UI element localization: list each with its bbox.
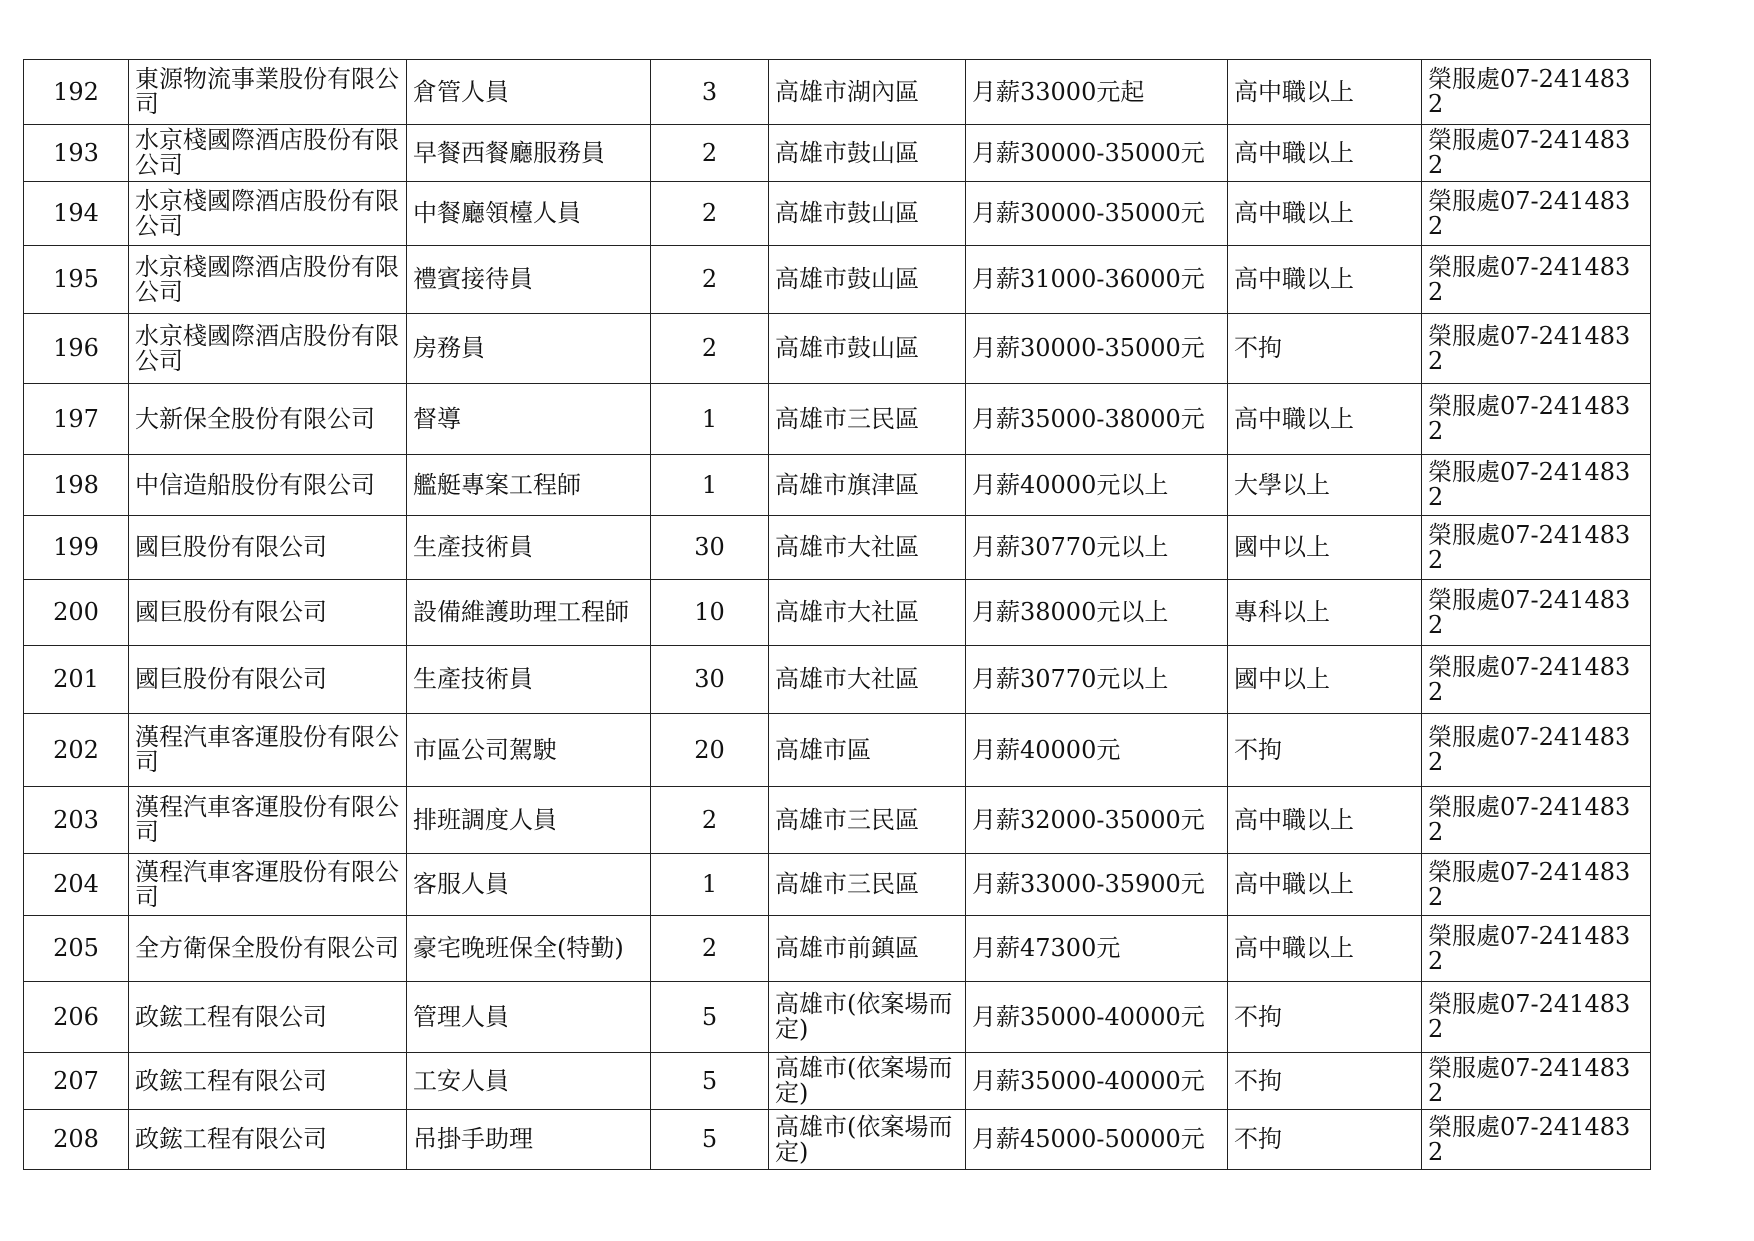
row-number: 194 <box>24 182 129 246</box>
company-name: 漢程汽車客運股份有限公司 <box>129 787 407 854</box>
work-location: 高雄市(依案場而定) <box>769 1053 966 1110</box>
company-name: 政鋐工程有限公司 <box>129 1053 407 1110</box>
salary: 月薪45000-50000元 <box>966 1110 1228 1170</box>
table-row <box>24 125 1651 182</box>
job-position: 工安人員 <box>407 1053 651 1110</box>
salary: 月薪35000-40000元 <box>966 982 1228 1053</box>
job-position: 生產技術員 <box>407 516 651 580</box>
headcount: 5 <box>651 1053 769 1110</box>
company-name: 東源物流事業股份有限公司 <box>129 60 407 125</box>
row-number: 203 <box>24 787 129 854</box>
company-name: 國巨股份有限公司 <box>129 580 407 646</box>
contact-info: 榮服處07-2414832 <box>1422 787 1651 854</box>
job-position: 吊掛手助理 <box>407 1110 651 1170</box>
company-name: 中信造船股份有限公司 <box>129 455 407 516</box>
job-listing-table <box>23 59 1651 1170</box>
company-name: 國巨股份有限公司 <box>129 646 407 714</box>
contact-info: 榮服處07-2414832 <box>1422 314 1651 384</box>
headcount: 1 <box>651 384 769 455</box>
salary: 月薪30000-35000元 <box>966 125 1228 182</box>
contact-info: 榮服處07-2414832 <box>1422 854 1651 916</box>
contact-info: 榮服處07-2414832 <box>1422 580 1651 646</box>
work-location: 高雄市(依案場而定) <box>769 982 966 1053</box>
education-requirement: 國中以上 <box>1228 646 1422 714</box>
row-number: 192 <box>24 60 129 125</box>
row-number: 193 <box>24 125 129 182</box>
salary: 月薪33000-35900元 <box>966 854 1228 916</box>
row-number: 199 <box>24 516 129 580</box>
row-number: 202 <box>24 714 129 787</box>
salary: 月薪30000-35000元 <box>966 314 1228 384</box>
company-name: 水京棧國際酒店股份有限公司 <box>129 125 407 182</box>
work-location: 高雄市前鎮區 <box>769 916 966 982</box>
job-position: 中餐廳領檯人員 <box>407 182 651 246</box>
table-row <box>24 455 1651 516</box>
company-name: 國巨股份有限公司 <box>129 516 407 580</box>
education-requirement: 國中以上 <box>1228 516 1422 580</box>
work-location: 高雄市鼓山區 <box>769 314 966 384</box>
work-location: 高雄市三民區 <box>769 854 966 916</box>
work-location: 高雄市大社區 <box>769 580 966 646</box>
row-number: 195 <box>24 246 129 314</box>
headcount: 1 <box>651 854 769 916</box>
headcount: 2 <box>651 246 769 314</box>
contact-info: 榮服處07-2414832 <box>1422 1110 1651 1170</box>
education-requirement: 大學以上 <box>1228 455 1422 516</box>
work-location: 高雄市三民區 <box>769 787 966 854</box>
row-number: 198 <box>24 455 129 516</box>
row-number: 206 <box>24 982 129 1053</box>
education-requirement: 高中職以上 <box>1228 182 1422 246</box>
company-name: 水京棧國際酒店股份有限公司 <box>129 182 407 246</box>
table-row <box>24 580 1651 646</box>
contact-info: 榮服處07-2414832 <box>1422 982 1651 1053</box>
row-number: 208 <box>24 1110 129 1170</box>
row-number: 196 <box>24 314 129 384</box>
headcount: 5 <box>651 982 769 1053</box>
table-row <box>24 854 1651 916</box>
row-number: 204 <box>24 854 129 916</box>
headcount: 2 <box>651 916 769 982</box>
salary: 月薪35000-40000元 <box>966 1053 1228 1110</box>
job-position: 設備維護助理工程師 <box>407 580 651 646</box>
headcount: 1 <box>651 455 769 516</box>
salary: 月薪30770元以上 <box>966 646 1228 714</box>
education-requirement: 高中職以上 <box>1228 60 1422 125</box>
table-row <box>24 384 1651 455</box>
salary: 月薪32000-35000元 <box>966 787 1228 854</box>
job-position: 督導 <box>407 384 651 455</box>
education-requirement: 不拘 <box>1228 714 1422 787</box>
row-number: 207 <box>24 1053 129 1110</box>
headcount: 30 <box>651 646 769 714</box>
work-location: 高雄市三民區 <box>769 384 966 455</box>
job-position: 管理人員 <box>407 982 651 1053</box>
work-location: 高雄市大社區 <box>769 516 966 580</box>
company-name: 漢程汽車客運股份有限公司 <box>129 714 407 787</box>
contact-info: 榮服處07-2414832 <box>1422 516 1651 580</box>
row-number: 205 <box>24 916 129 982</box>
company-name: 政鋐工程有限公司 <box>129 1110 407 1170</box>
education-requirement: 高中職以上 <box>1228 384 1422 455</box>
salary: 月薪35000-38000元 <box>966 384 1228 455</box>
contact-info: 榮服處07-2414832 <box>1422 246 1651 314</box>
work-location: 高雄市鼓山區 <box>769 125 966 182</box>
headcount: 3 <box>651 60 769 125</box>
company-name: 漢程汽車客運股份有限公司 <box>129 854 407 916</box>
contact-info: 榮服處07-2414832 <box>1422 646 1651 714</box>
salary: 月薪30770元以上 <box>966 516 1228 580</box>
salary: 月薪33000元起 <box>966 60 1228 125</box>
work-location: 高雄市區 <box>769 714 966 787</box>
company-name: 水京棧國際酒店股份有限公司 <box>129 314 407 384</box>
table-row <box>24 314 1651 384</box>
company-name: 政鋐工程有限公司 <box>129 982 407 1053</box>
row-number: 200 <box>24 580 129 646</box>
contact-info: 榮服處07-2414832 <box>1422 384 1651 455</box>
education-requirement: 高中職以上 <box>1228 125 1422 182</box>
headcount: 10 <box>651 580 769 646</box>
table-row <box>24 1110 1651 1170</box>
table-row <box>24 516 1651 580</box>
job-position: 早餐西餐廳服務員 <box>407 125 651 182</box>
company-name: 水京棧國際酒店股份有限公司 <box>129 246 407 314</box>
table-row <box>24 916 1651 982</box>
job-position: 生產技術員 <box>407 646 651 714</box>
work-location: 高雄市湖內區 <box>769 60 966 125</box>
work-location: 高雄市鼓山區 <box>769 246 966 314</box>
job-position: 排班調度人員 <box>407 787 651 854</box>
education-requirement: 不拘 <box>1228 982 1422 1053</box>
contact-info: 榮服處07-2414832 <box>1422 455 1651 516</box>
row-number: 201 <box>24 646 129 714</box>
job-position: 客服人員 <box>407 854 651 916</box>
table-row <box>24 646 1651 714</box>
contact-info: 榮服處07-2414832 <box>1422 125 1651 182</box>
table-row <box>24 982 1651 1053</box>
headcount: 2 <box>651 787 769 854</box>
headcount: 20 <box>651 714 769 787</box>
job-position: 市區公司駕駛 <box>407 714 651 787</box>
education-requirement: 不拘 <box>1228 314 1422 384</box>
contact-info: 榮服處07-2414832 <box>1422 916 1651 982</box>
salary: 月薪40000元以上 <box>966 455 1228 516</box>
work-location: 高雄市旗津區 <box>769 455 966 516</box>
education-requirement: 專科以上 <box>1228 580 1422 646</box>
job-position: 倉管人員 <box>407 60 651 125</box>
contact-info: 榮服處07-2414832 <box>1422 182 1651 246</box>
salary: 月薪30000-35000元 <box>966 182 1228 246</box>
salary: 月薪40000元 <box>966 714 1228 787</box>
education-requirement: 高中職以上 <box>1228 246 1422 314</box>
headcount: 2 <box>651 314 769 384</box>
row-number: 197 <box>24 384 129 455</box>
job-position: 艦艇專案工程師 <box>407 455 651 516</box>
table-row <box>24 60 1651 125</box>
education-requirement: 高中職以上 <box>1228 854 1422 916</box>
education-requirement: 高中職以上 <box>1228 916 1422 982</box>
education-requirement: 不拘 <box>1228 1053 1422 1110</box>
company-name: 全方衛保全股份有限公司 <box>129 916 407 982</box>
work-location: 高雄市大社區 <box>769 646 966 714</box>
headcount: 2 <box>651 182 769 246</box>
contact-info: 榮服處07-2414832 <box>1422 1053 1651 1110</box>
contact-info: 榮服處07-2414832 <box>1422 60 1651 125</box>
salary: 月薪38000元以上 <box>966 580 1228 646</box>
contact-info: 榮服處07-2414832 <box>1422 714 1651 787</box>
table-row <box>24 714 1651 787</box>
company-name: 大新保全股份有限公司 <box>129 384 407 455</box>
table-row <box>24 182 1651 246</box>
salary: 月薪31000-36000元 <box>966 246 1228 314</box>
table-row <box>24 246 1651 314</box>
job-position: 豪宅晚班保全(特勤) <box>407 916 651 982</box>
work-location: 高雄市(依案場而定) <box>769 1110 966 1170</box>
education-requirement: 不拘 <box>1228 1110 1422 1170</box>
table-row <box>24 1053 1651 1110</box>
table-row <box>24 787 1651 854</box>
headcount: 5 <box>651 1110 769 1170</box>
job-position: 房務員 <box>407 314 651 384</box>
headcount: 30 <box>651 516 769 580</box>
work-location: 高雄市鼓山區 <box>769 182 966 246</box>
salary: 月薪47300元 <box>966 916 1228 982</box>
headcount: 2 <box>651 125 769 182</box>
job-position: 禮賓接待員 <box>407 246 651 314</box>
education-requirement: 高中職以上 <box>1228 787 1422 854</box>
